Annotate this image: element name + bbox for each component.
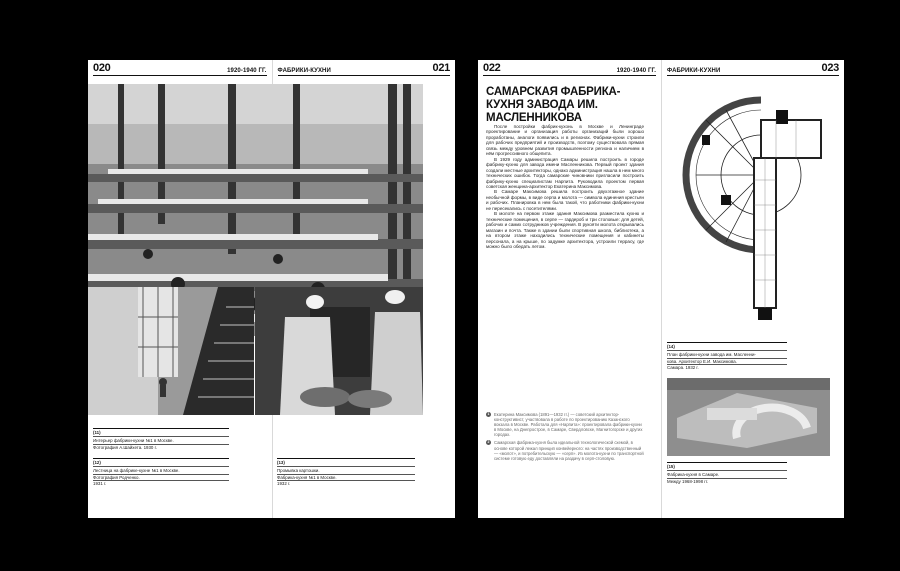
caption-line: Фабрика-кухня в Самаре. [667,470,787,477]
caption-line: Фотография А.Шайхета. 1930 г. [93,444,229,450]
aerial-photo-samara [667,378,830,456]
caption-number: (13) [277,458,415,465]
caption-14 [667,342,787,370]
caption-line: Самара. 1932 г. [667,364,787,370]
footnote [486,412,644,437]
caption-line: Между 1968-1998 гг. [667,478,787,484]
caption-line: кова. Архитектор Е.И. Максимова. [667,358,787,364]
footnote-text: Самарская фабрика-кухня была идеальной технологической схемой, в основе которой лежал принцип конвейерного: на частях производственный — «молот», и потребительскую — «серп». Из молота-кухни по транспортной системе готовую еду доставляли на раздачу в серп-столовую. [494,440,644,461]
page-number: 023 [821,62,839,74]
page-022 [478,60,661,518]
floor-plan-drawing [666,80,840,340]
paragraph: В 1929 году администрация Самары решила построить в городе фабрику-кухню для завода имени Масленникова. Первый проект здания создали местные архитекторы, однако администрация нашла в нем много технических ошибок. Тогда самарские чиновники пригласили построить фабрику-кухню специалистам Нарпита. Руководила проектом первая советская женщина-архитектор Екатерина Максимова. [486,156,644,189]
article-body [486,124,644,249]
caption-number: (11) [93,428,229,435]
left-spread [88,60,455,518]
page-number: 020 [93,62,111,74]
page-number: 021 [432,62,450,74]
paragraph: После постройки фабрик-кухонь в Москве и Ленинграде проектирование и организация работы организаций были хорошо проработаны, аналоги появились и в регионах. Фабрики-кухни строили для рабочих предприятий и производств, поэтому существовала прямая связь между уровнем развития промышленности региона и наличием в нём прогрессивного общепита. [486,124,644,157]
caption-line: 1931 г. [93,480,229,486]
footnote-marker: 1 [487,412,490,416]
caption-line: Промывка картошки. [277,466,415,473]
footnote [486,440,644,460]
caption-line: 1932 г. [277,480,415,486]
footnote-text: Екатерина Максимова (1891—1932 гг.) — советский архитектор-конструктивист, участвовала в работе по проектированию Казанского вокзала в Москве. Работала для «Нарпита»: проектировала фабрики-кухни в Москве, на Днепрострое, в Самаре, Свердловске, Магнитогорске и других городах. [494,412,643,438]
caption-number: (12) [93,458,229,465]
footnotes [486,412,644,464]
header-label: ФАБРИКИ-КУХНИ [277,68,331,74]
caption-12 [93,458,229,486]
caption-number: (15) [667,462,787,469]
caption-number: (14) [667,342,787,349]
caption-13 [277,458,415,486]
page-header [483,62,656,76]
caption-line: Фотография Родченко. [93,474,229,480]
header-label: 1920-1940 ГГ. [227,68,267,74]
staircase-photo [88,287,254,415]
header-label: 1920-1940 ГГ. [616,68,656,74]
article-title: САМАРСКАЯ ФАБРИКА-КУХНЯ ЗАВОДА ИМ. МАСЛЕННИКОВА [486,86,621,124]
caption-line: Интерьер фабрики-кухни №1 в Москве. [93,436,229,443]
page-header [93,62,267,76]
page-header [278,62,451,76]
paragraph: В молоте на первом этаже здания Максимова разместила кухню и технические помещения, в серпе — гардероб и три столовые: для детей, рабочих и самих сотрудников учреждения. В рукояти молота открывались магазин и почта. Также в здании были спортивная школа, библиотека, а на втором этаже находились технические помещения и кабинеты персонала, а на крыше, по задумке архитектора, устроили террасу, где можно было обедать летом. [486,211,644,249]
page-023 [661,60,844,518]
caption-line: Лестница на фабрике-кухне №1 в Москве. [93,466,229,473]
caption-line: План фабрики-кухни завода им. Масленни- [667,350,787,357]
page-number: 022 [483,62,501,74]
header-label: ФАБРИКИ-КУХНИ [667,68,721,74]
footnote-marker: 2 [487,440,490,445]
page-header [667,62,839,76]
potato-washing-photo [255,287,423,415]
right-spread [478,60,844,518]
caption-11 [93,428,229,450]
caption-15 [667,462,787,484]
paragraph: В Самаре Максимова решила построить двухэтажное здание необычной формы, в виде серпа и молота — символа единения крестьян и рабочих. Планировка в нем была такой, что работники фабрики-кухни не пересекались с посетителями. [486,189,644,211]
caption-line: Фабрика-кухня №1 в Москве. [277,474,415,480]
